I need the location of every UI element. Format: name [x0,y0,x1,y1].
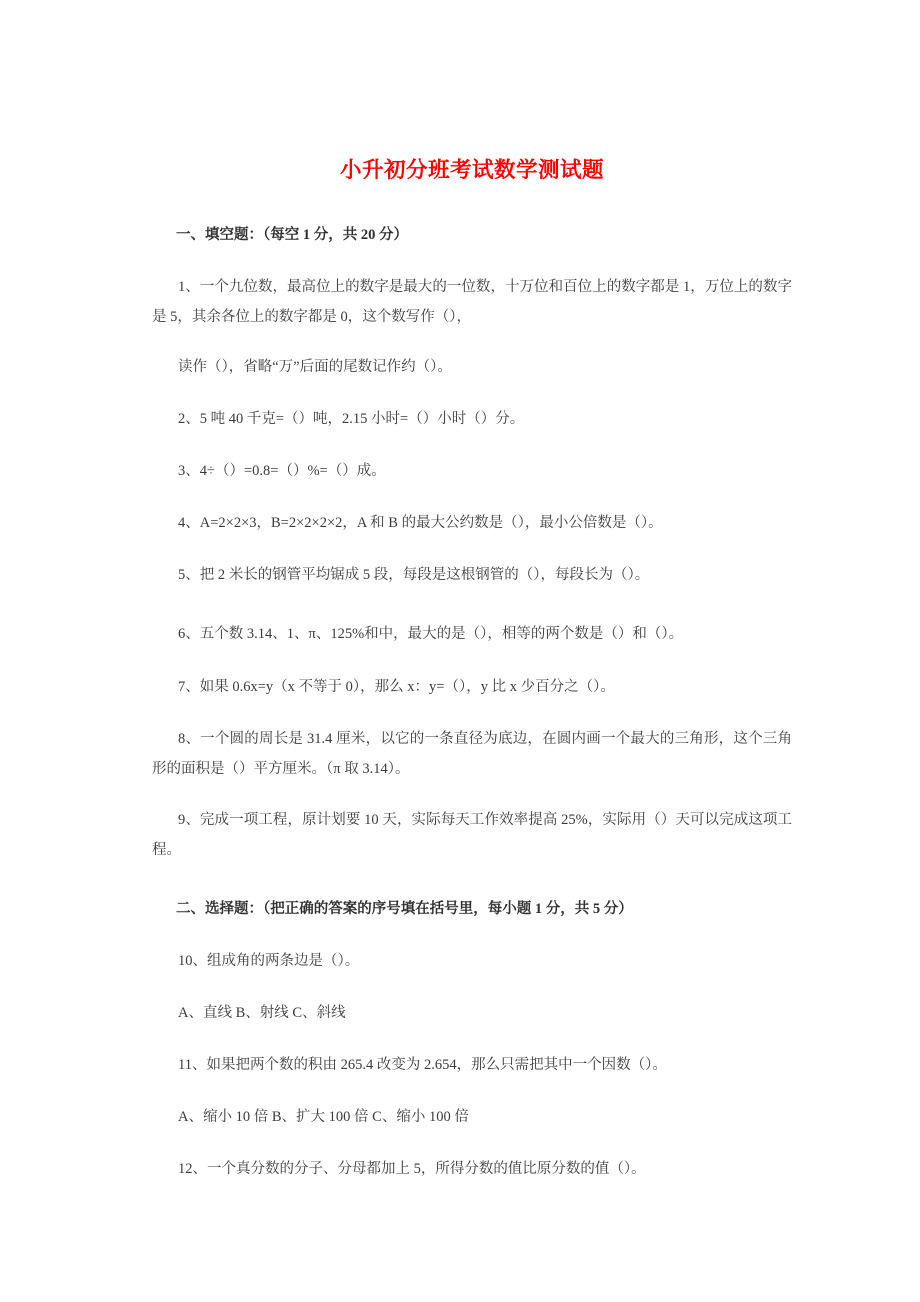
question-item-1: 1、一个九位数，最高位上的数字是最大的一位数，十万位和百位上的数字都是 1，万位上的数字是 5，其余各位上的数字都是 0，这个数写作（）， [152,279,792,325]
question-item-11-options: A、缩小 10 倍 B、扩大 100 倍 C、缩小 100 倍 [178,1109,469,1125]
question-item-12: 12、一个真分数的分子、分母都加上 5，所得分数的值比原分数的值（）。 [178,1161,646,1177]
question-item-8: 8、一个圆的周长是 31.4 厘米，以它的一条直径为底边，在圆内画一个最大的三角形，这个三角形的面积是（）平方厘米。（π 取 3.14）。 [152,731,792,777]
question-item-11: 11、如果把两个数的积由 265.4 改变为 2.654，那么只需把其中一个因数（）。 [178,1057,667,1073]
section-heading-multiple-choice: 二、选择题：（把正确的答案的序号填在括号里，每小题 1 分，共 5 分） [176,901,633,917]
question-item-1-continued: 读作（），省略“万”后面的尾数记作约（）。 [178,359,452,375]
question-item-6: 6、五个数 3.14、1、π、125%和中，最大的是（），相等的两个数是（）和（）。 [178,626,684,642]
question-item-9: 9、完成一项工程，原计划要 10 天，实际每天工作效率提高 25%，实际用（）天可以完成这项工程。 [152,812,792,858]
page-title: 小升初分班考试数学测试题 [339,158,604,182]
section-heading-fill-in-the-blank: 一、填空题：（每空 1 分，共 20 分） [176,227,408,243]
question-item-3: 3、4÷（）=0.8=（）%=（）成。 [178,463,386,479]
question-item-10: 10、组成角的两条边是（）。 [178,953,360,969]
question-item-2: 2、5 吨 40 千克=（）吨，2.15 小时=（）小时（）分。 [178,411,525,427]
question-item-10-options: A、直线 B、射线 C、斜线 [178,1005,346,1021]
question-item-5: 5、把 2 米长的钢管平均锯成 5 段，每段是这根钢管的（），每段长为（）。 [178,567,650,583]
question-item-4: 4、A=2×2×3，B=2×2×2×2，A 和 B 的最大公约数是（），最小公倍数是（）。 [178,515,663,531]
question-item-7: 7、如果 0.6x=y（x 不等于 0），那么 x：y=（），y 比 x 少百分之（）。 [178,679,615,695]
